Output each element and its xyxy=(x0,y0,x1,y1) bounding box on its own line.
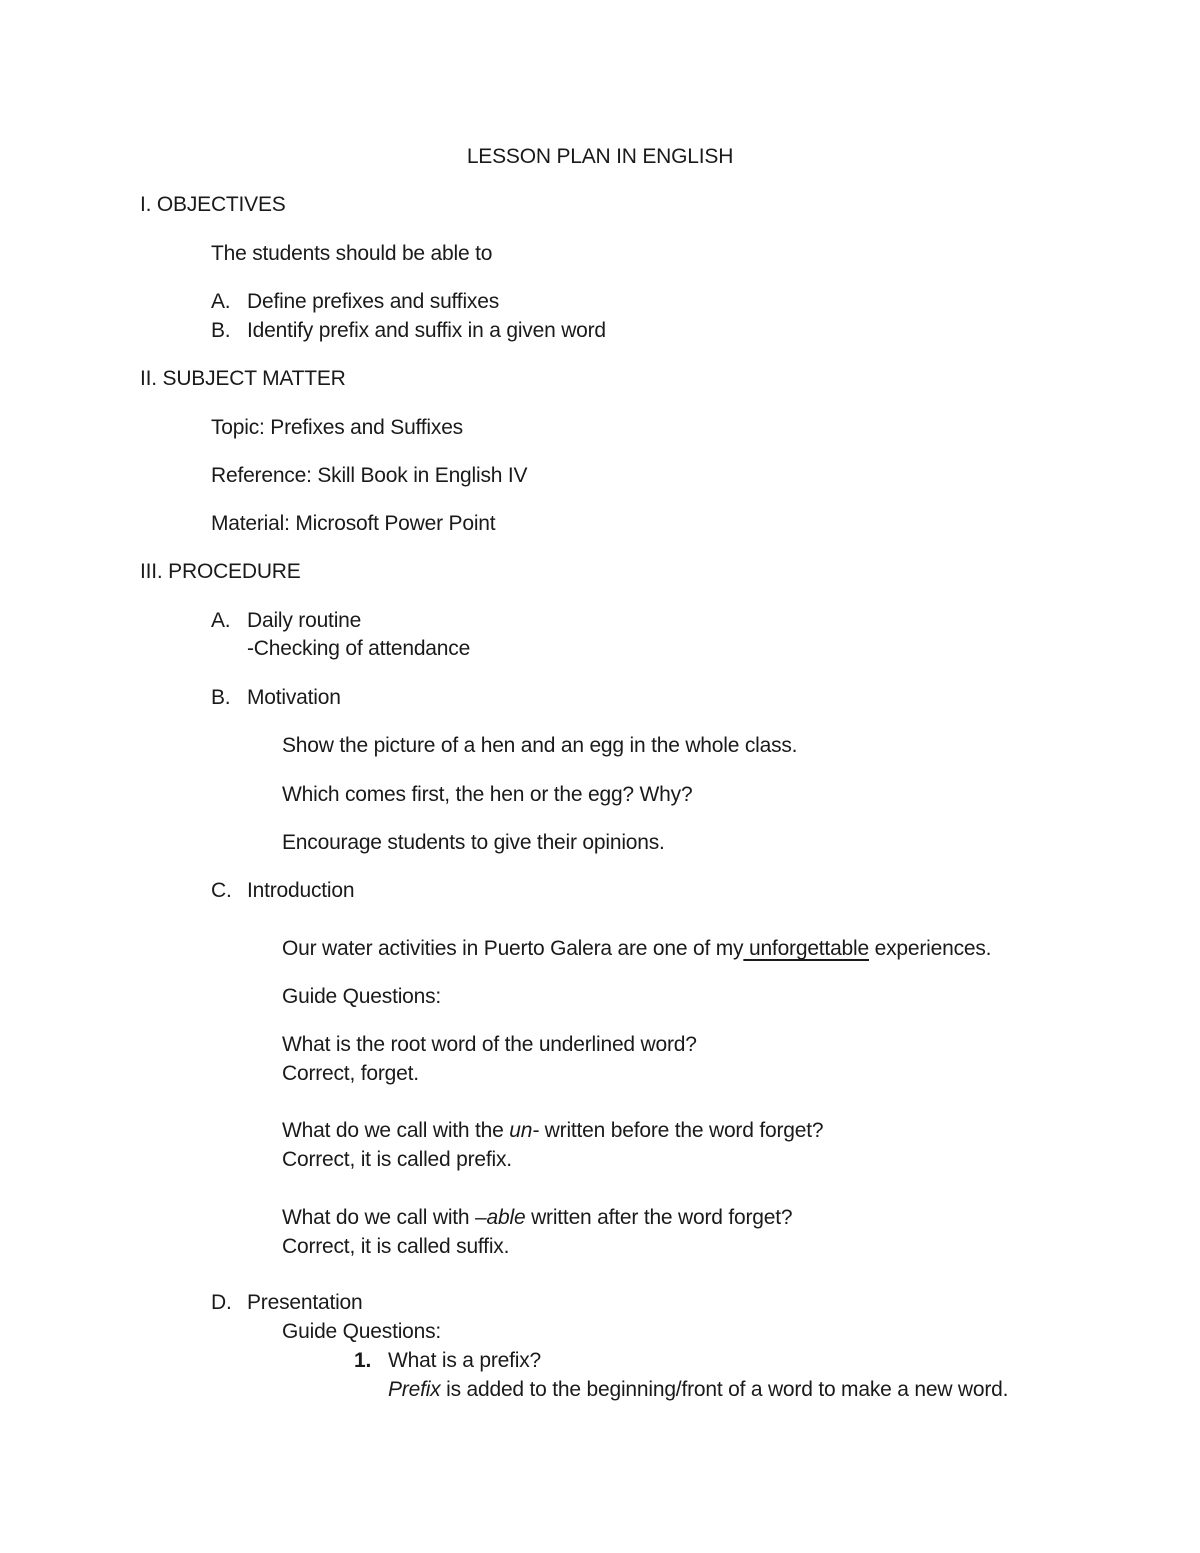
attendance-line: -Checking of attendance xyxy=(247,637,471,660)
intro-guide-label: Guide Questions: xyxy=(282,985,442,1008)
intro-sentence-start: Our water activities in Puerto Galera are one of my xyxy=(282,937,744,960)
material-line: Material: Microsoft Power Point xyxy=(211,512,496,535)
motivation-line-3: Encourage students to give their opinions. xyxy=(282,831,665,854)
page-title: LESSON PLAN IN ENGLISH xyxy=(466,145,734,168)
question-3-end: written after the word forget? xyxy=(525,1206,793,1229)
motivation-line-1: Show the picture of a hen and an egg in the whole class. xyxy=(282,734,798,757)
daily-routine-label: Daily routine xyxy=(247,609,362,632)
prefix-definition: is added to the beginning/front of a word to make a new word. xyxy=(440,1378,1009,1401)
subject-matter-heading: II. SUBJECT MATTER xyxy=(140,367,346,390)
topic-line: Topic: Prefixes and Suffixes xyxy=(211,416,463,439)
objectives-intro: The students should be able to xyxy=(211,242,493,265)
prefix-term: Prefix xyxy=(388,1378,441,1401)
procedure-marker-a: A. xyxy=(211,609,231,632)
procedure-marker-d: D. xyxy=(211,1291,232,1314)
introduction-label: Introduction xyxy=(247,879,355,902)
objective-a: Define prefixes and suffixes xyxy=(247,290,499,313)
reference-line: Reference: Skill Book in English IV xyxy=(211,464,528,487)
underlined-word: unforgettable xyxy=(743,937,869,960)
intro-sentence xyxy=(282,936,991,962)
question-2 xyxy=(282,1118,823,1144)
question-3-start: What do we call with xyxy=(282,1206,476,1229)
procedure-heading: III. PROCEDURE xyxy=(140,560,301,583)
question-2-italic: un- xyxy=(509,1119,540,1142)
objective-marker-a: A. xyxy=(211,290,231,313)
motivation-label: Motivation xyxy=(247,686,341,709)
question-1: What is the root word of the underlined word? xyxy=(282,1033,697,1056)
presentation-label: Presentation xyxy=(247,1291,363,1314)
procedure-marker-c: C. xyxy=(211,879,232,902)
objective-marker-b: B. xyxy=(211,319,231,342)
presentation-item-answer xyxy=(388,1377,1008,1403)
presentation-item-marker: 1. xyxy=(354,1349,372,1372)
motivation-line-2: Which comes first, the hen or the egg? Why? xyxy=(282,783,693,806)
intro-sentence-end: experiences. xyxy=(868,937,992,960)
answer-1: Correct, forget. xyxy=(282,1062,419,1085)
answer-3: Correct, it is called suffix. xyxy=(282,1235,510,1258)
procedure-marker-b: B. xyxy=(211,686,231,709)
question-2-start: What do we call with the xyxy=(282,1119,510,1142)
objective-b: Identify prefix and suffix in a given word xyxy=(247,319,606,342)
question-3 xyxy=(282,1205,792,1231)
question-2-end: written before the word forget? xyxy=(539,1119,824,1142)
presentation-guide-label: Guide Questions: xyxy=(282,1320,442,1343)
question-3-italic: –able xyxy=(475,1206,526,1229)
answer-2: Correct, it is called prefix. xyxy=(282,1148,512,1171)
objectives-heading: I. OBJECTIVES xyxy=(140,193,286,216)
presentation-item-question: What is a prefix? xyxy=(388,1349,541,1372)
